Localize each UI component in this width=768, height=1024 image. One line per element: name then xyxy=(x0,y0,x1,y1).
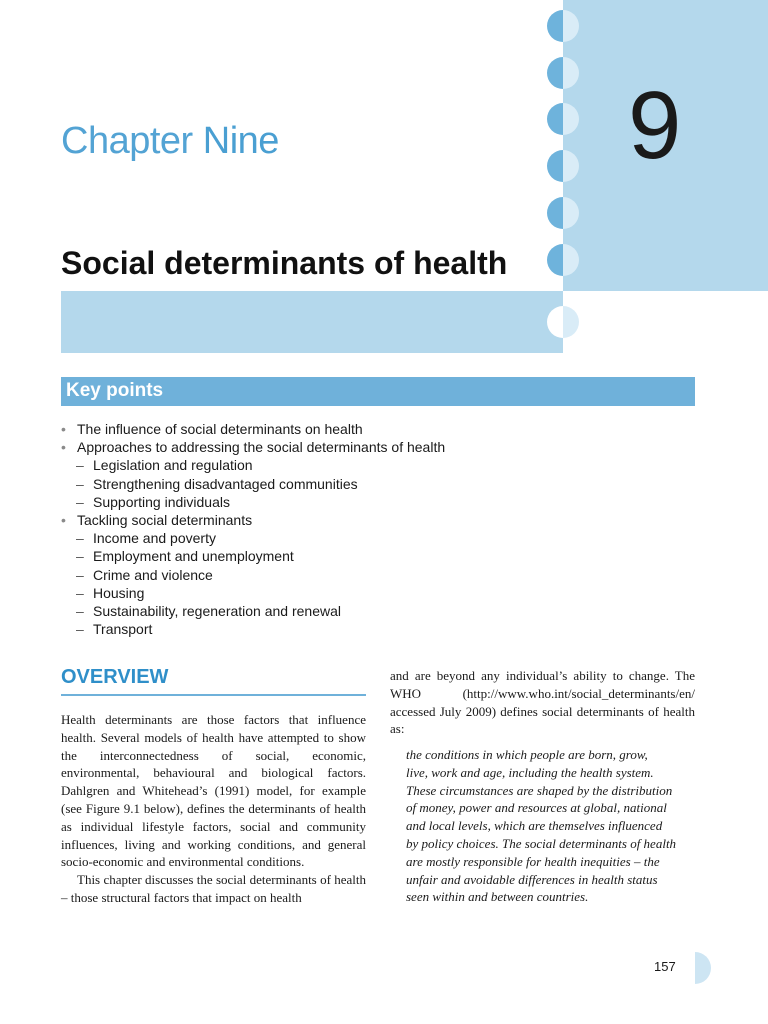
key-point-subitem: – Transport xyxy=(61,620,445,638)
key-points-list xyxy=(61,420,445,638)
chapter-label-prefix: Chapter xyxy=(61,120,193,162)
quote-line: and local levels, which are themselves influenced xyxy=(406,818,663,834)
overview-paragraph: and are beyond any individual’s ability to change. The WHO (http://www.who.int/social_determinants/en/ accessed July 2009) defines social determinants of health as: xyxy=(390,668,695,737)
quote-line: by policy choices. The social determinants of health xyxy=(406,835,677,851)
decor-dot xyxy=(547,306,579,338)
key-point-subitem: – Sustainability, regeneration and renewal xyxy=(61,602,445,620)
page-number: 157 xyxy=(654,959,676,974)
decor-dot xyxy=(547,244,579,276)
overview-rule xyxy=(61,694,366,696)
overview-paragraph: This chapter discusses the social determinants of health – those structural factors that impact on health xyxy=(61,872,366,905)
quote-line: live, work and age, including the health system. xyxy=(406,764,654,780)
overview-paragraph: Health determinants are those factors that influence health. Several models of health have attempted to show the interconnectedness of social, economic, environmental, behavioural and biological factors. Dahlgren and Whitehead’s (1991) model, for example (see Figure 9.1 below), defines the determinants of health as individual lifestyle factors, social and community influences, living and working conditions, and general socio-economic and environmental conditions. xyxy=(61,712,366,870)
key-point-subitem: – Housing xyxy=(61,584,445,602)
key-point-subitem: – Legislation and regulation xyxy=(61,456,445,474)
key-point-item: • The influence of social determinants on health xyxy=(61,420,445,438)
right-column xyxy=(390,667,695,738)
key-points-header xyxy=(61,377,695,406)
key-point-subitem: – Employment and unemployment xyxy=(61,547,445,565)
key-point-subitem: – Supporting individuals xyxy=(61,493,445,511)
decor-dot xyxy=(547,150,579,182)
key-point-item: • Tackling social determinants xyxy=(61,511,445,529)
quote-line: unfair and avoidable differences in health status xyxy=(406,871,658,887)
key-point-item: • Approaches to addressing the social determinants of health xyxy=(61,438,445,456)
quote-line: These circumstances are shaped by the distribution xyxy=(406,782,673,798)
overview-heading: OVERVIEW xyxy=(61,666,169,688)
chapter-label-word: Nine xyxy=(202,120,279,162)
key-point-subitem: – Crime and violence xyxy=(61,566,445,584)
chapter-label xyxy=(61,120,279,163)
chapter-title: Social determinants of health xyxy=(61,245,508,281)
quote-line: of money, power and resources at global, national xyxy=(406,800,667,816)
quote-line: are mostly responsible for health inequities – the xyxy=(406,853,660,869)
left-column xyxy=(61,711,366,907)
decor-dot xyxy=(547,103,579,135)
key-point-subitem: – Strengthening disadvantaged communities xyxy=(61,475,445,493)
key-points-heading: Key points xyxy=(66,380,164,401)
key-point-subitem: – Income and poverty xyxy=(61,529,445,547)
chapter-number: 9 xyxy=(628,72,682,179)
quote-line: the conditions in which people are born, grow, xyxy=(406,747,648,762)
quote-line: seen within and between countries. xyxy=(406,889,589,905)
decor-dot xyxy=(547,10,579,42)
decor-dot xyxy=(547,197,579,229)
page-number-circle xyxy=(679,952,711,984)
title-band xyxy=(61,291,563,353)
decor-dot xyxy=(547,57,579,89)
who-definition-quote xyxy=(406,746,696,906)
